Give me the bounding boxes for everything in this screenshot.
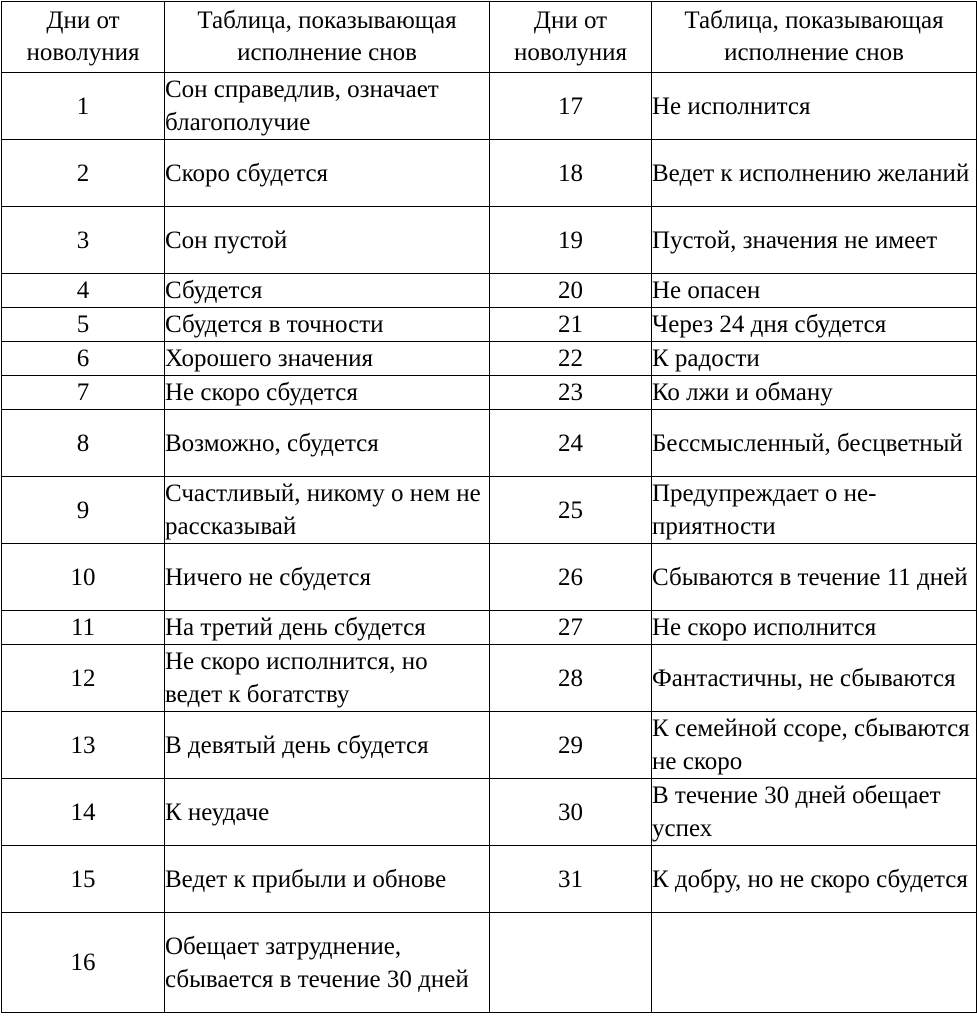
right-meaning-cell: Не опасен	[652, 274, 977, 308]
right-day-cell: 21	[490, 308, 652, 342]
right-meaning-cell: Бессмысленный, бесцветный	[652, 410, 977, 477]
right-day-cell: 28	[490, 645, 652, 712]
left-day-cell: 3	[2, 207, 165, 274]
left-meaning-cell: Ведет к прибыли и обнове	[165, 846, 490, 913]
left-day-cell: 1	[2, 73, 165, 140]
left-day-cell: 14	[2, 779, 165, 846]
right-day-cell: 23	[490, 376, 652, 410]
left-day-cell: 10	[2, 544, 165, 611]
header-days-right: Дни от новолуния	[490, 2, 652, 73]
right-meaning-cell: К добру, но не скоро сбудется	[652, 846, 977, 913]
table-row	[2, 913, 977, 1013]
left-meaning-cell: Хорошего значения	[165, 342, 490, 376]
table-row	[2, 645, 977, 712]
right-day-cell: 30	[490, 779, 652, 846]
left-meaning-cell: Не скоро исполнится, но ведет к богатству	[165, 645, 490, 712]
left-meaning-cell: Сбудется	[165, 274, 490, 308]
left-day-cell: 5	[2, 308, 165, 342]
left-meaning-cell: Ничего не сбудется	[165, 544, 490, 611]
left-meaning-cell: Счастливый, никому о нем не рассказывай	[165, 477, 490, 544]
right-meaning-cell: Фантастичны, не сбываются	[652, 645, 977, 712]
table-row	[2, 308, 977, 342]
right-meaning-cell: Предупреждает о не-приятности	[652, 477, 977, 544]
left-meaning-cell: Возможно, сбудется	[165, 410, 490, 477]
left-day-cell: 6	[2, 342, 165, 376]
right-day-cell: 24	[490, 410, 652, 477]
left-day-cell: 11	[2, 611, 165, 645]
right-day-cell	[490, 913, 652, 1013]
right-meaning-cell: К семейной ссоре, сбываются не скоро	[652, 712, 977, 779]
right-meaning-cell: Пустой, значения не имеет	[652, 207, 977, 274]
left-day-cell: 16	[2, 913, 165, 1013]
right-meaning-cell: В течение 30 дней обещает успех	[652, 779, 977, 846]
table-row	[2, 342, 977, 376]
left-day-cell: 2	[2, 140, 165, 207]
left-day-cell: 4	[2, 274, 165, 308]
dream-fulfillment-table	[1, 1, 977, 1013]
right-meaning-cell: Ко лжи и обману	[652, 376, 977, 410]
left-day-cell: 15	[2, 846, 165, 913]
right-day-cell: 27	[490, 611, 652, 645]
header-days-left: Дни от новолуния	[2, 2, 165, 73]
table-row	[2, 376, 977, 410]
table-row	[2, 207, 977, 274]
right-day-cell: 22	[490, 342, 652, 376]
left-day-cell: 9	[2, 477, 165, 544]
left-meaning-cell: На третий день сбудется	[165, 611, 490, 645]
right-day-cell: 20	[490, 274, 652, 308]
right-day-cell: 17	[490, 73, 652, 140]
right-meaning-cell: Через 24 дня сбудется	[652, 308, 977, 342]
right-day-cell: 25	[490, 477, 652, 544]
table-row	[2, 611, 977, 645]
right-day-cell: 19	[490, 207, 652, 274]
table-header-row	[2, 2, 977, 73]
left-meaning-cell: Обещает затруднение, сбывается в течение 30 дней	[165, 913, 490, 1013]
table-row	[2, 712, 977, 779]
right-meaning-cell	[652, 913, 977, 1013]
table-row	[2, 544, 977, 611]
header-table-right: Таблица, показывающая исполнение снов	[652, 2, 977, 73]
left-meaning-cell: Скоро сбудется	[165, 140, 490, 207]
right-day-cell: 29	[490, 712, 652, 779]
left-meaning-cell: Сон пустой	[165, 207, 490, 274]
table-row	[2, 274, 977, 308]
right-meaning-cell: Не скоро исполнится	[652, 611, 977, 645]
right-meaning-cell: К радости	[652, 342, 977, 376]
right-day-cell: 31	[490, 846, 652, 913]
left-meaning-cell: К неудаче	[165, 779, 490, 846]
right-meaning-cell: Не исполнится	[652, 73, 977, 140]
table-row	[2, 410, 977, 477]
table-row	[2, 779, 977, 846]
table-row	[2, 140, 977, 207]
left-day-cell: 12	[2, 645, 165, 712]
right-day-cell: 18	[490, 140, 652, 207]
left-meaning-cell: Не скоро сбудется	[165, 376, 490, 410]
right-day-cell: 26	[490, 544, 652, 611]
left-day-cell: 7	[2, 376, 165, 410]
header-table-left: Таблица, показывающая исполнение снов	[165, 2, 490, 73]
right-meaning-cell: Ведет к исполнению желаний	[652, 140, 977, 207]
left-meaning-cell: В девятый день сбудется	[165, 712, 490, 779]
table-row	[2, 846, 977, 913]
table-row	[2, 477, 977, 544]
left-day-cell: 8	[2, 410, 165, 477]
left-day-cell: 13	[2, 712, 165, 779]
left-meaning-cell: Сон справедлив, означает благополучие	[165, 73, 490, 140]
table-row	[2, 73, 977, 140]
right-meaning-cell: Сбываются в течение 11 дней	[652, 544, 977, 611]
left-meaning-cell: Сбудется в точности	[165, 308, 490, 342]
